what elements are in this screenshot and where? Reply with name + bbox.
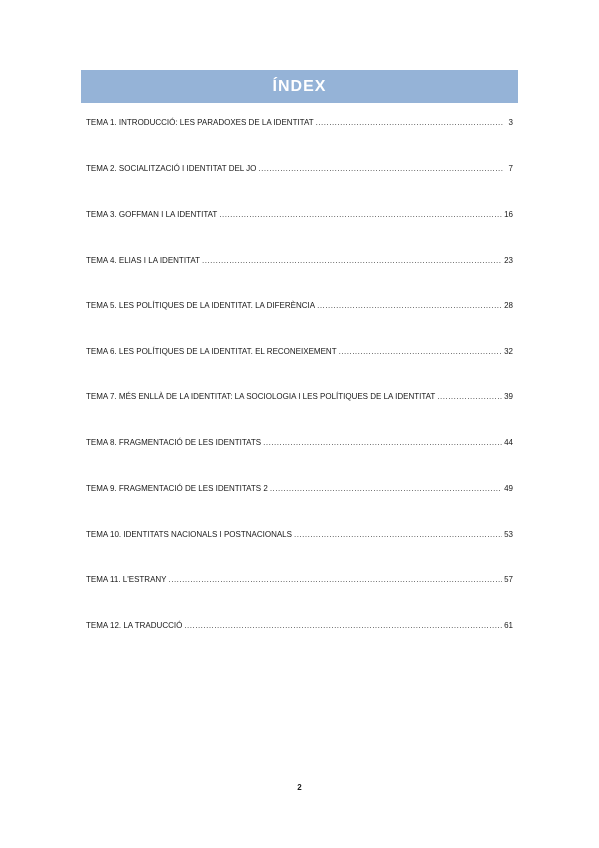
toc-leader-dots <box>294 529 502 541</box>
toc-entry-page: 3 <box>508 118 513 127</box>
toc-leader-dots <box>263 437 502 449</box>
toc-entry-page: 49 <box>504 484 513 493</box>
toc-leader-dots <box>317 300 502 312</box>
toc-entry-label: TEMA 4. ELIAS I LA IDENTITAT <box>86 256 200 265</box>
index-header <box>81 70 518 103</box>
toc-entry-6[interactable] <box>86 346 513 358</box>
toc-entry-label: TEMA 3. GOFFMAN I LA IDENTITAT <box>86 210 218 219</box>
toc-entry-8[interactable] <box>86 437 513 449</box>
toc-entry-7[interactable] <box>86 391 513 403</box>
toc-entry-12[interactable] <box>86 620 513 632</box>
toc-entry-1[interactable] <box>86 117 513 129</box>
toc-entry-5[interactable] <box>86 300 513 312</box>
toc-entry-9[interactable] <box>86 483 513 495</box>
page-number: 2 <box>297 783 302 792</box>
toc-entry-page: 16 <box>504 210 513 219</box>
toc-entry-page: 53 <box>504 530 513 539</box>
toc-leader-dots <box>184 620 502 632</box>
toc-entry-page: 57 <box>504 575 513 584</box>
toc-entry-label: TEMA 9. FRAGMENTACIÓ DE LES IDENTITATS 2 <box>86 484 268 493</box>
toc-entry-3[interactable] <box>86 209 513 221</box>
index-title: ÍNDEX <box>272 77 327 95</box>
toc-entry-10[interactable] <box>86 529 513 541</box>
toc-leader-dots <box>202 255 502 267</box>
toc-leader-dots <box>270 483 502 495</box>
toc-entry-2[interactable] <box>86 163 513 175</box>
toc-entry-page: 44 <box>504 438 513 447</box>
toc-entry-page: 23 <box>504 256 513 265</box>
toc-entry-page: 28 <box>504 301 513 310</box>
toc-entry-page: 32 <box>504 347 513 356</box>
toc-leader-dots <box>219 209 502 221</box>
toc-leader-dots <box>316 117 503 129</box>
toc-entry-page: 39 <box>504 392 513 401</box>
toc-entry-page: 7 <box>508 164 513 173</box>
toc-leader-dots <box>258 163 503 175</box>
toc-entry-label: TEMA 8. FRAGMENTACIÓ DE LES IDENTITATS <box>86 438 262 447</box>
toc-entry-label: TEMA 6. LES POLÍTIQUES DE LA IDENTITAT. EL RECONEIXEMENT <box>86 347 337 356</box>
toc-entry-page: 61 <box>504 621 513 630</box>
toc-entry-label: TEMA 2. SOCIALITZACIÓ I IDENTITAT DEL JO <box>86 164 257 173</box>
toc-entry-label: TEMA 5. LES POLÍTIQUES DE LA IDENTITAT. LA DIFERÈNCIA <box>86 301 316 310</box>
toc-entry-label: TEMA 11. L'ESTRANY <box>86 575 167 584</box>
toc-entry-4[interactable] <box>86 255 513 267</box>
toc-entry-label: TEMA 10. IDENTITATS NACIONALS I POSTNACIONALS <box>86 530 292 539</box>
toc-entry-11[interactable] <box>86 574 513 586</box>
toc-leader-dots <box>437 391 502 403</box>
toc-entry-label: TEMA 7. MÉS ENLLÀ DE LA IDENTITAT: LA SOCIOLOGIA I LES POLÍTIQUES DE LA IDENTITAT <box>86 392 436 401</box>
toc-entry-label: TEMA 1. INTRODUCCIÓ: LES PARADOXES DE LA IDENTITAT <box>86 118 314 127</box>
toc-leader-dots <box>339 346 503 358</box>
toc-entry-label: TEMA 12. LA TRADUCCIÓ <box>86 621 183 630</box>
toc-leader-dots <box>169 574 503 586</box>
